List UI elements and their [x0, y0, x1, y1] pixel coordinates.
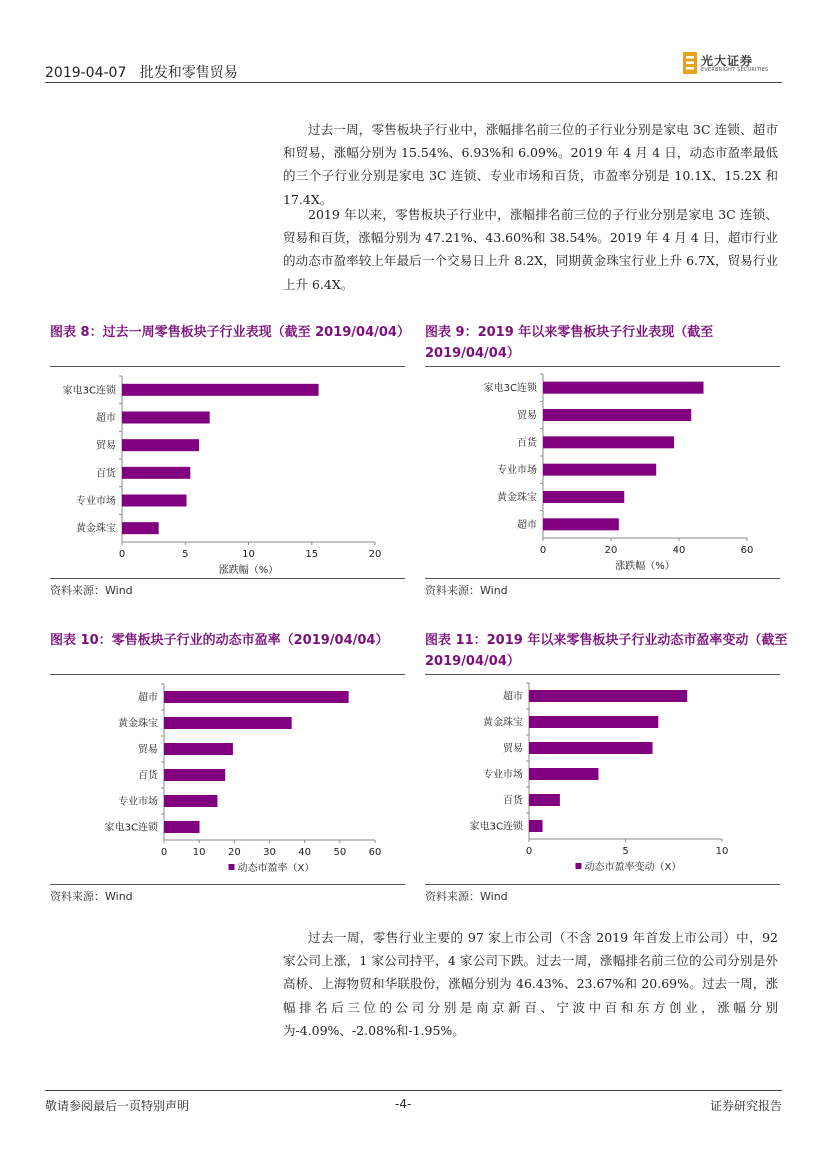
- paragraph-weekly-companies: 过去一周，零售行业主要的 97 家上市公司（不含 2019 年首发上市公司）中，92 家公司上涨，1 家公司持平，4 家公司下跌。过去一周，涨幅排名前三位的公司分别是外高桥、上海物贸和华联股份，涨幅分别为 46.43%、23.67%和 20.69%。过去一周，涨幅排名后三位的公司分别是南京新百、宁波中百和东方创业，涨幅分别为-4.09%、-2.08%和-1.95%。: [283, 930, 778, 1038]
- x-tick-label-3: 10: [715, 846, 729, 857]
- logo-name-cn: 光大证券: [701, 54, 754, 68]
- category-label-1: 家电3C连锁: [62, 385, 116, 397]
- bar-4: [529, 768, 598, 780]
- logo-name-en: EVERBRIGHT SECURITIES: [701, 67, 769, 73]
- x-tick-label-4: 60: [740, 545, 754, 556]
- legend-swatch: [576, 863, 582, 869]
- category-label-6: 超市: [517, 519, 537, 531]
- bar-2: [164, 717, 292, 729]
- header-section: 批发和零售贸易: [139, 65, 238, 81]
- figure-11-top-rule: [425, 674, 780, 675]
- figure-8-source: 资料来源：Wind: [50, 584, 133, 597]
- footer-doc-type: 证券研究报告: [709, 1099, 782, 1113]
- figure-10-top-rule: [50, 674, 405, 675]
- bar-3: [164, 743, 233, 755]
- bar-5: [543, 491, 624, 503]
- x-tick-label-4: 30: [263, 847, 276, 858]
- x-axis-label: 涨跌幅（%）: [615, 561, 675, 572]
- bar-3: [543, 436, 674, 448]
- x-tick-label-2: 10: [192, 847, 206, 858]
- everbright-logo-icon: [683, 52, 697, 74]
- bar-2: [529, 716, 658, 728]
- category-label-3: 贸易: [138, 744, 158, 756]
- legend-label: 动态市盈率（X）: [237, 863, 315, 874]
- category-label-2: 黄金珠宝: [483, 717, 523, 729]
- bar-6: [543, 518, 619, 530]
- bar-5: [164, 795, 217, 807]
- category-label-4: 百货: [138, 770, 158, 782]
- bar-5: [529, 794, 560, 806]
- x-tick-label-2: 20: [604, 545, 618, 556]
- footer-page-number: -4-: [395, 1097, 412, 1111]
- figure-9-title: 图表 9：2019 年以来零售板块子行业表现（截至 2019/04/04）: [425, 325, 714, 361]
- x-tick-label-2: 5: [182, 549, 189, 560]
- x-tick-label-1: 0: [160, 847, 168, 858]
- bar-3: [529, 742, 653, 754]
- category-label-3: 贸易: [503, 743, 523, 755]
- x-tick-label-2: 5: [622, 846, 629, 857]
- category-label-6: 家电3C连锁: [469, 821, 523, 833]
- category-label-3: 贸易: [96, 440, 116, 452]
- legend-swatch: [229, 864, 235, 870]
- category-label-2: 黄金珠宝: [118, 718, 158, 730]
- header-date-section: [45, 62, 238, 82]
- bar-1: [122, 384, 319, 396]
- figure-11-chart: [425, 678, 780, 881]
- bar-6: [122, 522, 159, 534]
- figure-11-source: 资料来源：Wind: [425, 890, 508, 903]
- bar-2: [543, 409, 691, 421]
- x-tick-label-5: 40: [298, 847, 312, 858]
- figure-8-chart: [50, 370, 405, 575]
- category-label-6: 黄金珠宝: [76, 523, 116, 535]
- figure-9-bottom-rule: [425, 578, 780, 579]
- x-tick-label-1: 0: [118, 549, 126, 560]
- legend: [229, 861, 315, 874]
- bar-4: [543, 464, 656, 476]
- bar-6: [164, 821, 200, 833]
- header-divider: [45, 82, 782, 83]
- category-label-5: 专业市场: [118, 796, 158, 808]
- legend-label: 动态市盈率变动（X）: [584, 862, 682, 873]
- x-tick-label-3: 20: [227, 847, 241, 858]
- bar-3: [122, 439, 199, 451]
- x-tick-label-6: 50: [333, 847, 347, 858]
- category-label-1: 超市: [138, 692, 158, 704]
- category-label-5: 百货: [503, 795, 523, 807]
- footer-disclaimer: 敬请参阅最后一页特别声明: [45, 1099, 190, 1113]
- x-tick-label-5: 20: [368, 549, 382, 560]
- figure-10-bottom-rule: [50, 884, 405, 885]
- paragraph-weekly-subsector: 过去一周，零售板块子行业中，涨幅排名前三位的子行业分别是家电 3C 连锁、超市和贸易，涨幅分别为 15.54%、6.93%和 6.09%。2019 年 4 月 4 日，动态市盈率最低的三个子行业分别是家电 3C 连锁、专业市场和百货，市盈率分别是 10.1X、15.2X 和 17.4X。: [283, 122, 778, 207]
- category-label-1: 家电3C连锁: [483, 383, 537, 395]
- x-tick-label-3: 10: [242, 549, 255, 560]
- legend: [576, 860, 682, 873]
- bar-4: [164, 769, 225, 781]
- header-date: 2019-04-07: [45, 65, 127, 81]
- category-label-6: 家电3C连锁: [104, 822, 158, 834]
- category-label-2: 超市: [96, 413, 116, 424]
- company-logo: [683, 52, 783, 76]
- category-label-5: 黄金珠宝: [497, 492, 537, 504]
- category-label-4: 百货: [96, 468, 116, 480]
- category-label-1: 超市: [503, 691, 523, 703]
- figure-8-title: 图表 8：过去一周零售板块子行业表现（截至 2019/04/04）: [50, 325, 410, 340]
- x-tick-label-1: 0: [539, 545, 547, 556]
- category-label-5: 专业市场: [76, 496, 116, 507]
- figure-8-bottom-rule: [50, 578, 405, 579]
- bar-5: [122, 495, 187, 507]
- bar-4: [122, 467, 190, 479]
- figure-10-chart: [50, 678, 405, 881]
- figure-11-bottom-rule: [425, 884, 780, 885]
- category-label-4: 专业市场: [483, 769, 523, 781]
- x-tick-label-3: 40: [672, 545, 686, 556]
- footer-divider: [45, 1090, 782, 1091]
- x-tick-label-4: 15: [305, 549, 319, 560]
- bar-2: [122, 412, 210, 424]
- x-tick-label-1: 0: [525, 846, 533, 857]
- figure-10-title: 图表 10：零售板块子行业的动态市盈率（2019/04/04）: [50, 633, 389, 648]
- bar-6: [529, 820, 543, 832]
- figure-9-source: 资料来源：Wind: [425, 584, 508, 597]
- category-label-3: 百货: [517, 437, 537, 449]
- paragraph-ytd-subsector: 2019 年以来，零售板块子行业中，涨幅排名前三位的子行业分别是家电 3C 连锁、贸易和百货，涨幅分别为 47.21%、43.60%和 38.54%。2019 年 4 月 4 日，超市行业的动态市盈率较上年最后一个交易日上升 8.2X，同期黄金珠宝行业上升 6.7X，贸易行业上升 6.4X。: [283, 207, 778, 292]
- x-tick-label-7: 60: [368, 847, 382, 858]
- bar-1: [543, 382, 704, 394]
- figure-10-source: 资料来源：Wind: [50, 890, 133, 903]
- category-label-4: 专业市场: [497, 465, 537, 477]
- figure-8-top-rule: [50, 366, 405, 367]
- x-axis-label: 涨跌幅（%）: [218, 565, 279, 575]
- figure-9-top-rule: [425, 366, 780, 367]
- category-label-2: 贸易: [517, 410, 537, 422]
- bar-1: [529, 690, 687, 702]
- figure-9-chart: [425, 370, 780, 575]
- figure-11-title: 图表 11：2019 年以来零售板块子行业动态市盈率变动（截至 2019/04/04）: [425, 633, 788, 669]
- bar-1: [164, 691, 349, 703]
